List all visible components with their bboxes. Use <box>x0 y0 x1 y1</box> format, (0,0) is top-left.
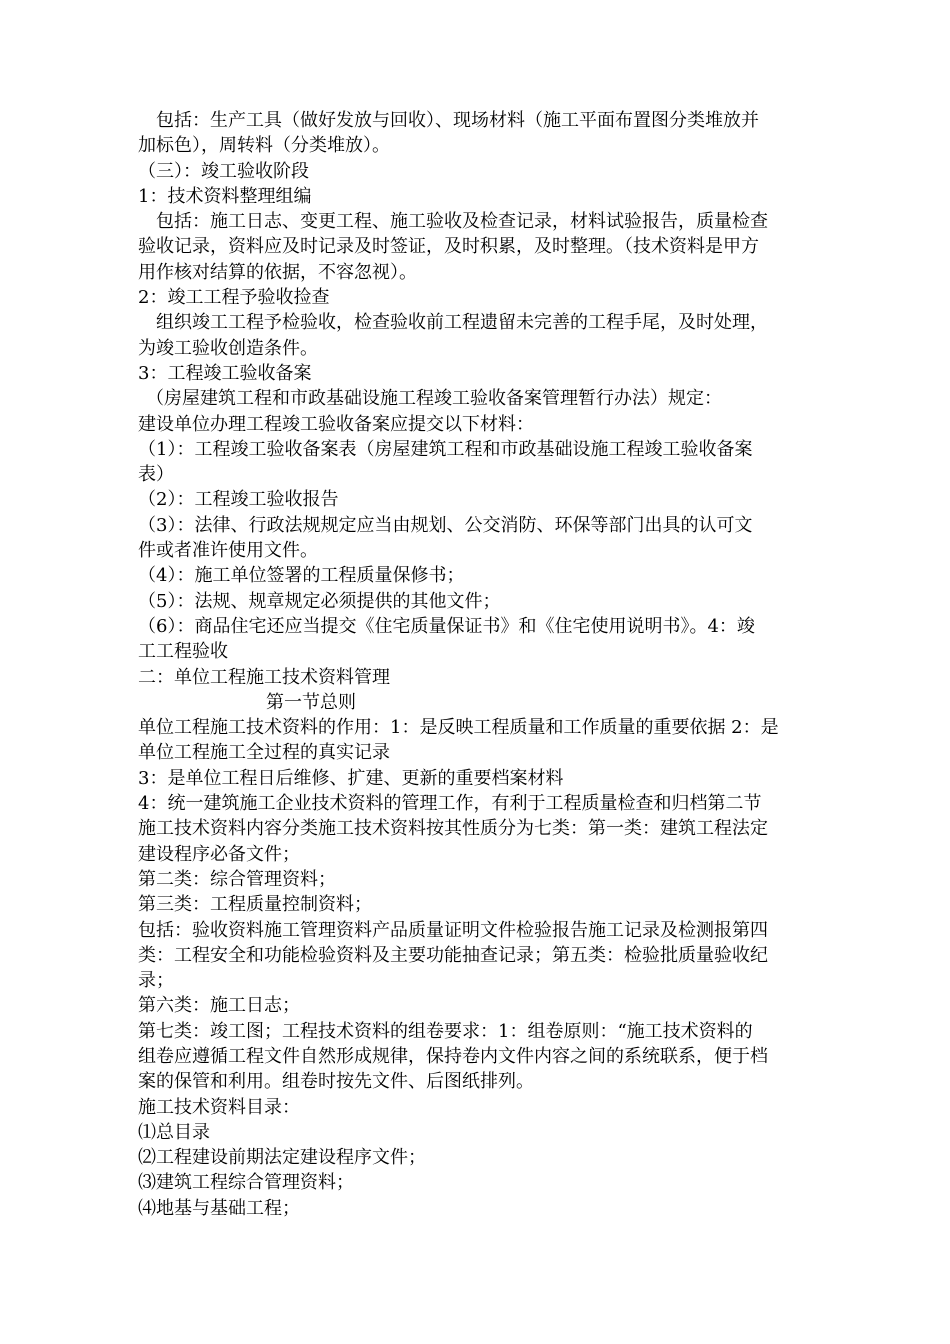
text-line: （1）：工程竣工验收备案表（房屋建筑工程和市政基础设施工程竣工验收备案 <box>138 438 753 460</box>
text-line: 用作核对结算的依据，不容忽视）。 <box>138 261 417 283</box>
text-line: 4：统一建筑施工企业技术资料的管理工作，有利于工程质量检查和归档第二节 <box>138 793 762 815</box>
text-line: 建设程序必备文件； <box>138 843 300 865</box>
text-line: ⑵工程建设前期法定建设程序文件； <box>138 1147 426 1169</box>
text-line: （3）：法律、行政法规规定应当由规划、公交消防、环保等部门出具的认可文 <box>138 514 753 536</box>
text-line: 1：技术资料整理组编 <box>138 185 312 207</box>
text-line: 施工技术资料目录： <box>138 1096 300 1118</box>
text-line: 为竣工验收创造条件。 <box>138 337 318 359</box>
text-line: 表） <box>138 464 174 486</box>
text-line: 组织竣工工程予检验收，检查验收前工程遗留未完善的工程手尾，及时处理， <box>156 312 768 334</box>
text-line: 单位工程施工全过程的真实记录 <box>138 742 390 764</box>
text-line: 第二类：综合管理资料； <box>138 868 336 890</box>
text-line: ⑷地基与基础工程； <box>138 1197 300 1219</box>
text-line: 加标色），周转料（分类堆放）。 <box>138 135 390 157</box>
text-line: 案的保管和利用。组卷时按先文件、后图纸排列。 <box>138 1071 534 1093</box>
text-line: （2）：工程竣工验收报告 <box>138 489 339 511</box>
text-line: 录； <box>138 970 174 992</box>
text-line: 包括：验收资料施工管理资料产品质量证明文件检验报告施工记录及检测报第四 <box>138 919 768 941</box>
text-line: 组卷应遵循工程文件自然形成规律，保持卷内文件内容之间的系统联系，便于档 <box>138 1045 768 1067</box>
text-line: 第六类：施工日志； <box>138 995 300 1017</box>
text-line: 件或者准许使用文件。 <box>138 540 318 562</box>
text-line: 施工技术资料内容分类施工技术资料按其性质分为七类：第一类：建筑工程法定 <box>138 818 768 840</box>
text-line: 类：工程安全和功能检验资料及主要功能抽查记录；第五类：检验批质量验收纪 <box>138 944 768 966</box>
text-line: 建设单位办理工程竣工验收备案应提交以下材料： <box>138 413 534 435</box>
text-line: 3：工程竣工验收备案 <box>138 362 312 384</box>
text-line: （6）：商品住宅还应当提交《住宅质量保证书》和《住宅使用说明书》。4：竣 <box>138 615 755 637</box>
text-line: （5）：法规、规章规定必须提供的其他文件； <box>138 590 501 612</box>
text-line: ⑴总目录 <box>138 1121 210 1143</box>
text-line: （4）：施工单位签署的工程质量保修书； <box>138 565 465 587</box>
text-line: 包括：施工日志、变更工程、施工验收及检查记录，材料试验报告，质量检查 <box>156 211 768 233</box>
text-line: ⑶建筑工程综合管理资料； <box>138 1172 354 1194</box>
text-line: 二：单位工程施工技术资料管理 <box>138 666 390 688</box>
text-line: 3：是单位工程日后维修、扩建、更新的重要档案材料 <box>138 767 564 789</box>
document-body <box>138 108 814 1221</box>
text-line: （三）：竣工验收阶段 <box>138 160 309 182</box>
text-line: 验收记录，资料应及时记录及时签证，及时积累，及时整理。（技术资料是甲方 <box>138 236 759 258</box>
text-line: 包括：生产工具（做好发放与回收）、现场材料（施工平面布置图分类堆放并 <box>156 110 759 131</box>
section-heading: 第一节总则 <box>266 691 356 713</box>
text-line: 第三类：工程质量控制资料； <box>138 894 372 916</box>
text-line: 单位工程施工技术资料的作用：1：是反映工程质量和工作质量的重要依据 2：是 <box>138 717 779 739</box>
text-line: 工工程验收 <box>138 641 228 663</box>
text-line: 2：竣工工程予验收捡查 <box>138 287 330 309</box>
text-line: （房屋建筑工程和市政基础设施工程竣工验收备案管理暂行办法）规定： <box>146 388 722 410</box>
text-line: 第七类：竣工图；工程技术资料的组卷要求：1：组卷原则：“施工技术资料的 <box>138 1020 753 1042</box>
